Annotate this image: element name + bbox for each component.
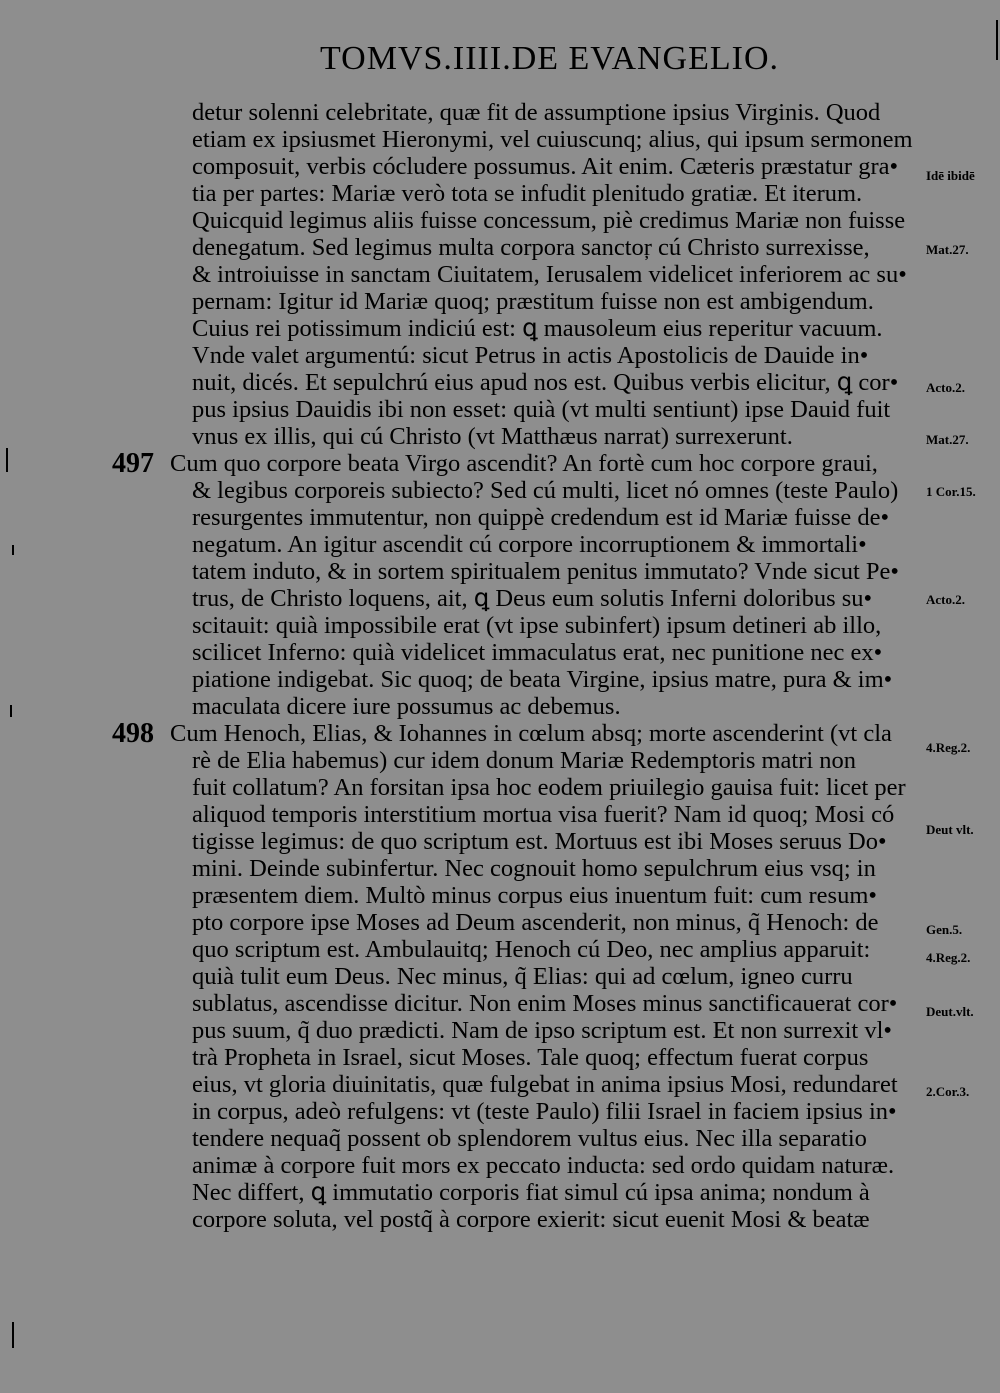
text-line: vnus ex illis, qui cú Christo (vt Matthæus narrat) surrexerunt. — [192, 423, 793, 450]
margin-note: Deut vlt. — [926, 822, 974, 837]
edge-mark — [12, 1322, 14, 1348]
margin-note: Gen.5. — [926, 922, 963, 937]
text-line — [112, 448, 898, 479]
text-line: tatem induto, & in sortem spiritualem penitus immutato? Vnde sicut Pe• — [192, 558, 899, 585]
paragraph-number: 497 — [112, 448, 154, 479]
edge-mark — [6, 448, 8, 472]
edge-mark — [10, 705, 12, 717]
text-line: mini. Deinde subinfertur. Nec cognouit homo sepulchrum eius vsq; in — [192, 855, 876, 882]
text-line: rè de Elia habemus) cur idem donum Mariæ Redemptoris matri non — [192, 747, 857, 774]
text-line: in corpus, adeò refulgens: vt (teste Paulo) filii Israel in faciem ipsius in• — [192, 1098, 897, 1125]
text-line: pto corpore ipse Moses ad Deum ascenderit, non minus, q̃ Henoch: de — [192, 909, 879, 936]
text-line: Vnde valet argumentú: sicut Petrus in actis Apostolicis de Dauide in• — [192, 342, 869, 369]
text-line: tigisse legimus: de quo scriptum est. Mortuus est ibi Moses seruus Do• — [192, 828, 887, 855]
margin-note: Acto.2. — [926, 380, 965, 395]
text-line: piatione indigebat. Sic quoq; de beata Virgine, ipsius matre, pura & im• — [192, 666, 893, 693]
edge-mark — [12, 545, 14, 555]
text-line: scilicet Inferno: quià videlicet immaculatus erat, nec punitione nec ex• — [192, 639, 883, 666]
text-line: & legibus corporeis subiecto? Sed cú multi, licet nó omnes (teste Paulo) — [192, 477, 899, 504]
margin-note: Mat.27. — [926, 242, 969, 257]
text-line: trà Propheta in Israel, sicut Moses. Tale quoq; effectum fuerat corpus — [192, 1044, 869, 1071]
running-header: TOMVS.IIII.DE EVANGELIO. — [320, 40, 780, 77]
text-line: tendere nequaq̃ possent ob splendorem vultus eius. Nec illa separatio — [192, 1125, 867, 1152]
text-line: maculata dicere iure possumus ac debemus. — [192, 693, 621, 720]
text-line: denegatum. Sed legimus multa corpora sanctoŗ cú Christo surrexisse, — [192, 234, 870, 261]
margin-note: 1 Cor.15. — [926, 484, 976, 499]
text-line: quo scriptum est. Ambulauitq; Henoch cú Deo, nec amplius apparuit: — [192, 936, 871, 963]
text-line: quià tulit eum Deus. Nec minus, q̃ Elias: qui ad cœlum, igneo curru — [192, 963, 853, 990]
margin-note: Mat.27. — [926, 432, 969, 447]
margin-note: 2.Cor.3. — [926, 1084, 970, 1099]
text-line: scitauit: quià impossibile erat (vt ipse subinfert) ipsum detineri ab illo, — [192, 612, 882, 639]
text-line: animæ à corpore fuit mors ex peccato inducta: sed ordo quidam naturæ. — [192, 1152, 895, 1179]
text-line: Quicquid legimus aliis fuisse concessum, piè credimus Mariæ non fuisse — [192, 207, 906, 234]
text-line: fuit collatum? An forsitan ipsa hoc eodem priuilegio gauisa fuit: licet per — [192, 774, 906, 801]
margin-note: 4.Reg.2. — [926, 950, 971, 965]
text-line: tia per partes: Mariæ verò tota se infudit plenitudo gratiæ. Et iterum. — [192, 180, 863, 207]
text-line-content: Cum quo corpore beata Virgo ascendit? An fortè cum hoc corpore graui, — [170, 450, 878, 477]
paragraph-number: 498 — [112, 718, 154, 749]
text-line: præsentem diem. Multò minus corpus eius inuentum fuit: cum resum• — [192, 882, 877, 909]
text-line: pus suum, q̃ duo prædicti. Nam de ipso scriptum est. Et non surrexit vl• — [192, 1017, 892, 1044]
text-line: aliquod temporis interstitium mortua visa fuerit? Nam id quoq; Mosi có — [192, 801, 895, 828]
text-line-content: Cum Henoch, Elias, & Iohannes in cœlum absq; morte ascenderint (vt cla — [170, 720, 892, 747]
text-line: trus, de Christo loquens, ait, ꝗ Deus eum solutis Inferni doloribus su• — [192, 585, 873, 612]
text-line: nuit, dicés. Et sepulchrú eius apud nos est. Quibus verbis elicitur, ꝗ cor• — [192, 369, 899, 396]
text-line: detur solenni celebritate, quæ fit de assumptione ipsius Virginis. Quod — [192, 99, 881, 126]
text-line: negatum. An igitur ascendit cú corpore incorruptionem & immortali• — [192, 531, 867, 558]
text-line: etiam ex ipsiusmet Hieronymi, vel cuiuscunq; alius, qui ipsum sermonem — [192, 126, 913, 153]
margin-note: Deut.vlt. — [926, 1004, 974, 1019]
text-line: & introiuisse in sanctam Ciuitatem, Ierusalem videlicet inferiorem ac su• — [192, 261, 907, 288]
text-line: composuit, verbis cócludere possumus. Ait enim. Cæteris præstatur gra• — [192, 153, 899, 180]
text-line: Nec differt, ꝗ immutatio corporis fiat simul cú ipsa anima; nondum à — [192, 1179, 870, 1206]
text-line: corpore soluta, vel postq̃ à corpore exierit: sicut euenit Mosi & beatæ — [192, 1206, 870, 1233]
margin-note: 4.Reg.2. — [926, 740, 971, 755]
text-line: pernam: Igitur id Mariæ quoq; præstitum fuisse non est ambigendum. — [192, 288, 874, 315]
text-line: Cuius rei potissimum indiciú est: ꝗ mausoleum eius reperitur vacuum. — [192, 315, 883, 342]
text-line: resurgentes immutentur, non quippè credendum est id Mariæ fuisse de• — [192, 504, 890, 531]
text-line — [112, 718, 898, 749]
text-line: pus ipsius Dauidis ibi non esset: quià (vt multi sentiunt) ipse Dauid fuit — [192, 396, 891, 423]
text-line: sublatus, ascendisse dicitur. Non enim Moses minus sanctificauerat cor• — [192, 990, 898, 1017]
margin-note: Idē ibidē — [926, 168, 975, 183]
text-line: eius, vt gloria diuinitatis, quæ fulgebat in anima ipsius Mosi, redundaret — [192, 1071, 898, 1098]
margin-note: Acto.2. — [926, 592, 965, 607]
edge-mark — [996, 20, 998, 60]
